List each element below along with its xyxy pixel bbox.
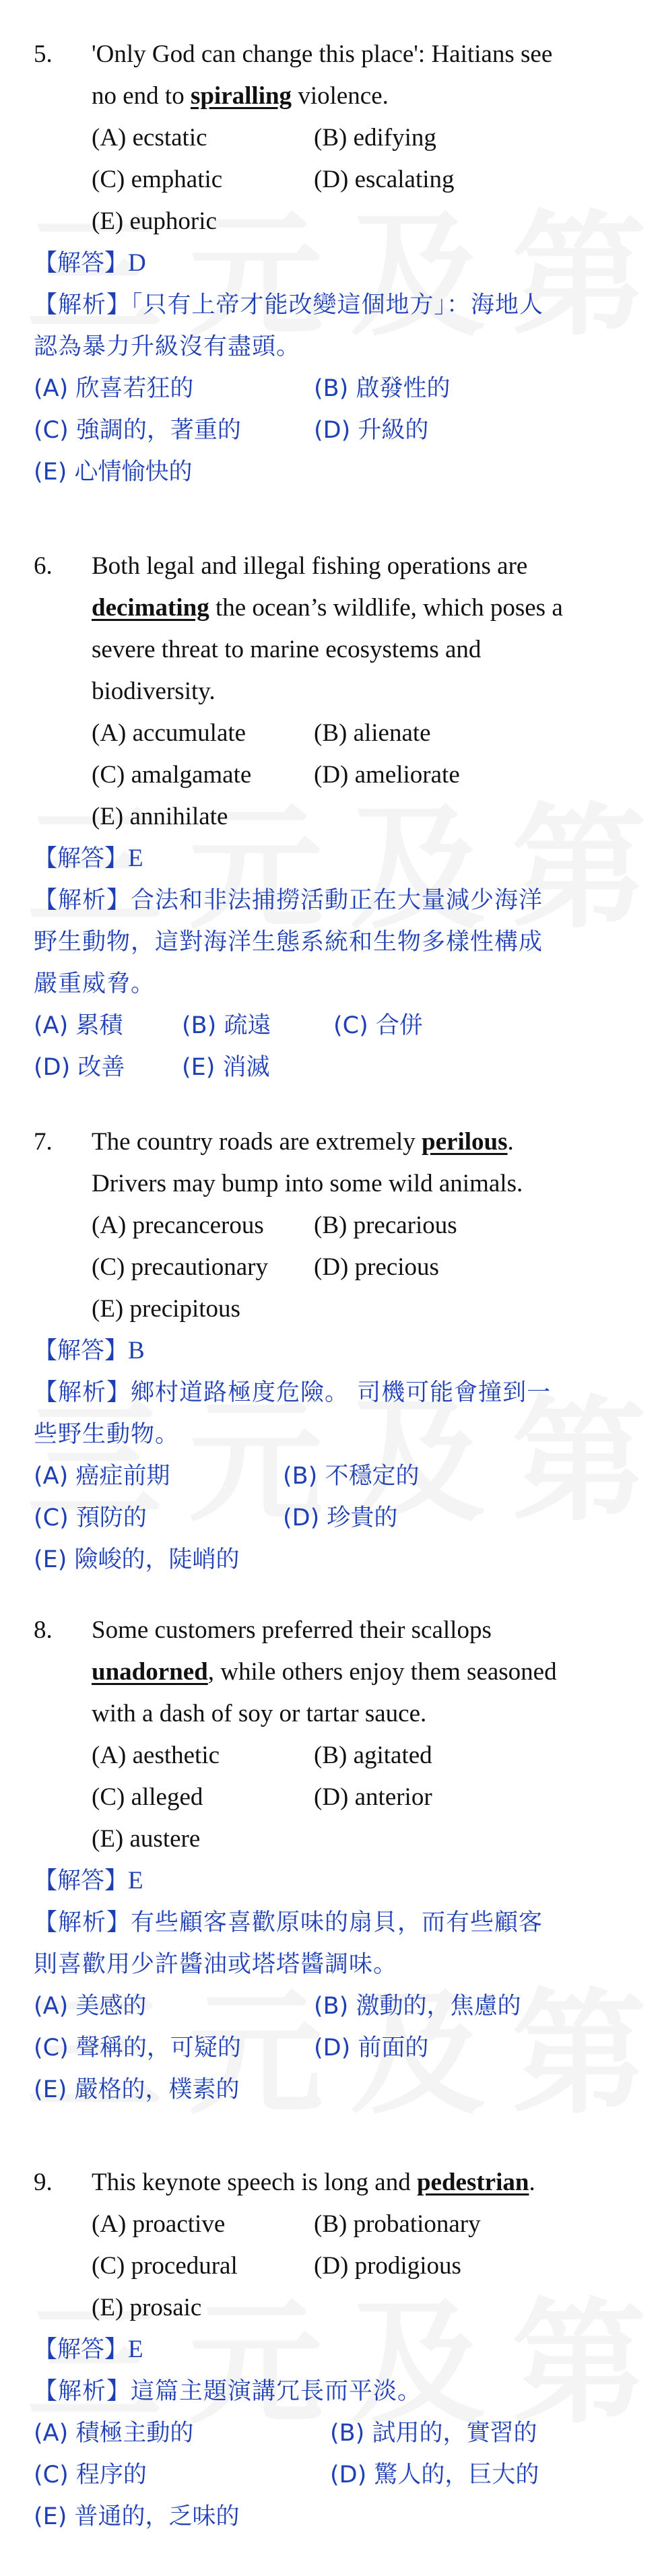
stem-text: violence. <box>292 82 389 110</box>
translation-row <box>0 1455 660 1497</box>
option-d: (D) ameliorate <box>314 761 460 789</box>
translation-row <box>0 451 660 493</box>
vocab-word: pedestrian <box>416 2169 529 2196</box>
explanation-line: 嚴重威脅。 <box>34 970 156 997</box>
options-row <box>0 117 660 159</box>
option-a: (A) accumulate <box>92 719 246 747</box>
explanation-text: 有些顧客喜歡原味的扇貝，而有些顧客 <box>131 1909 543 1936</box>
question-stem: 'Only God can change this place': Haitians see <box>92 40 553 68</box>
translation-b: (B) 不穩定的 <box>283 1463 420 1490</box>
option-a: (A) proactive <box>92 2210 226 2238</box>
translation-row <box>0 2496 660 2538</box>
question-number: 9. <box>34 2169 53 2196</box>
question-number: 7. <box>34 1128 53 1156</box>
translation-b: (B) 疏遠 <box>182 1012 271 1039</box>
vocab-word: unadorned <box>92 1658 208 1686</box>
translation-d: (D) 珍貴的 <box>283 1505 398 1531</box>
explanation-line: 認為暴力升級沒有盡頭。 <box>34 333 301 360</box>
option-e: (E) annihilate <box>92 803 228 830</box>
question-stem-line <box>0 75 660 117</box>
options-row <box>0 2287 660 2329</box>
translation-row <box>0 1047 660 1088</box>
question-stem-line <box>0 2162 660 2204</box>
option-e: (E) austere <box>92 1825 201 1853</box>
translation-row <box>0 1539 660 1581</box>
options-row <box>0 1288 660 1330</box>
explanation-line <box>34 1902 660 1944</box>
options-row <box>0 796 660 838</box>
options-row <box>0 1735 660 1777</box>
explanation-line <box>34 1372 660 1414</box>
stem-text: , while others enjoy them seasoned <box>207 1658 557 1686</box>
answer-value: D <box>128 249 146 277</box>
question-stem-line <box>0 671 660 713</box>
answer-value: B <box>128 1337 145 1364</box>
answer-line <box>34 1330 660 1372</box>
answer-line <box>34 1860 660 1902</box>
option-b: (B) probationary <box>314 2210 481 2238</box>
answer-label: 【解答】 <box>34 1337 129 1364</box>
options-row <box>0 2245 660 2287</box>
translation-row <box>0 2069 660 2111</box>
vocab-word: decimating <box>92 594 209 622</box>
question-6 <box>0 546 660 1088</box>
explanation-line <box>34 284 660 326</box>
explanation-text: 合法和非法捕撈活動正在大量減少海洋 <box>131 887 543 914</box>
explanation-text: 這篇主題演講冗長而平淡。 <box>131 2378 422 2405</box>
answer-label: 【解答】 <box>34 2336 129 2363</box>
explanation-text: 「只有上帝才能改變這個地方」：海地人 <box>131 292 544 319</box>
explanation-line: 些野生動物。 <box>34 1421 180 1448</box>
translation-d: (D) 前面的 <box>314 2035 429 2061</box>
options-row <box>0 1247 660 1288</box>
option-d: (D) prodigious <box>314 2252 461 2280</box>
stem-text: . <box>529 2169 535 2196</box>
question-stem-line <box>0 1651 660 1693</box>
explanation-text: 鄉村道路極度危險。 司機可能會撞到一 <box>131 1379 552 1406</box>
stem-text: biodiversity. <box>92 678 216 705</box>
question-stem-line <box>0 587 660 629</box>
answer-value: E <box>128 2336 143 2363</box>
answer-label: 【解答】 <box>34 845 129 872</box>
option-c: (C) amalgamate <box>92 761 252 789</box>
question-5 <box>0 34 660 493</box>
options-row <box>0 1205 660 1247</box>
answer-line <box>34 2329 660 2371</box>
vocab-word: spiralling <box>190 82 292 110</box>
stem-text: The country roads are extremely <box>92 1128 422 1156</box>
options-row <box>0 713 660 754</box>
question-9 <box>0 2162 660 2538</box>
translation-e: (E) 消滅 <box>182 1054 270 1081</box>
explanation-line: 野生動物，這對海洋生態系統和生物多樣性構成 <box>34 929 543 956</box>
translation-b: (B) 試用的，實習的 <box>330 2420 537 2447</box>
option-b: (B) agitated <box>314 1742 432 1769</box>
answer-line <box>34 838 660 880</box>
option-b: (B) edifying <box>314 124 436 152</box>
option-b: (B) precarious <box>314 1212 457 1239</box>
question-stem-line <box>0 546 660 587</box>
translation-row <box>0 2412 660 2454</box>
question-number: 8. <box>34 1616 53 1644</box>
translation-c: (C) 合併 <box>333 1012 423 1039</box>
translation-a: (A) 癌症前期 <box>34 1463 170 1490</box>
option-a: (A) ecstatic <box>92 124 207 152</box>
options-row <box>0 1777 660 1818</box>
option-b: (B) alienate <box>314 719 431 747</box>
question-stem-line <box>0 34 660 75</box>
option-a: (A) aesthetic <box>92 1742 220 1769</box>
translation-e: (E) 險峻的，陡峭的 <box>34 1546 240 1573</box>
options-row <box>0 201 660 242</box>
translation-c: (C) 預防的 <box>34 1505 147 1531</box>
explanation-label: 【解析】 <box>34 2378 131 2405</box>
answer-value: E <box>128 1867 143 1894</box>
translation-a: (A) 累積 <box>34 1012 123 1039</box>
explanation-label: 【解析】 <box>34 1909 131 1936</box>
translation-d: (D) 升級的 <box>314 417 429 444</box>
stem-text: This keynote speech is long and <box>92 2169 417 2196</box>
explanation-line <box>34 2371 660 2412</box>
option-c: (C) alleged <box>92 1783 203 1811</box>
explanation-line <box>34 880 660 921</box>
translation-b: (B) 啟發性的 <box>314 375 451 402</box>
question-stem-line <box>0 1121 660 1163</box>
option-e: (E) euphoric <box>92 207 217 235</box>
translation-a: (A) 積極主動的 <box>34 2420 194 2447</box>
question-7 <box>0 1121 660 1581</box>
question-8 <box>0 1610 660 2111</box>
translation-row <box>0 368 660 409</box>
translation-d: (D) 驚人的，巨大的 <box>330 2462 539 2488</box>
translation-c: (C) 強調的，著重的 <box>34 417 241 444</box>
question-stem-line <box>0 629 660 671</box>
translation-row <box>0 1005 660 1047</box>
translation-d: (D) 改善 <box>34 1054 125 1081</box>
options-row <box>0 159 660 201</box>
translation-row <box>0 1497 660 1539</box>
stem-text: severe threat to marine ecosystems and <box>92 636 482 663</box>
answer-label: 【解答】 <box>34 250 129 277</box>
translation-row <box>0 2027 660 2069</box>
stem-text: no end to <box>92 82 191 110</box>
translation-e: (E) 嚴格的，樸素的 <box>34 2076 240 2103</box>
question-number: 5. <box>34 40 53 68</box>
translation-e: (E) 普通的，乏味的 <box>34 2503 240 2530</box>
option-c: (C) emphatic <box>92 166 223 193</box>
explanation-label: 【解析】 <box>34 292 131 319</box>
translation-b: (B) 激動的，焦慮的 <box>314 1993 521 2020</box>
question-stem: Both legal and illegal fishing operations are <box>92 552 528 580</box>
option-e: (E) prosaic <box>92 2294 202 2321</box>
option-d: (D) escalating <box>314 166 455 193</box>
option-a: (A) precancerous <box>92 1212 264 1239</box>
stem-text: with a dash of soy or tartar sauce. <box>92 1700 427 1727</box>
translation-c: (C) 聲稱的，可疑的 <box>34 2035 241 2061</box>
stem-text: Drivers may bump into some wild animals. <box>92 1170 523 1197</box>
option-c: (C) procedural <box>92 2252 238 2280</box>
stem-text: . <box>507 1128 514 1156</box>
option-c: (C) precautionary <box>92 1253 268 1281</box>
explanation-label: 【解析】 <box>34 1379 131 1406</box>
answer-value: E <box>128 845 143 872</box>
answer-line <box>34 242 660 284</box>
question-stem-line <box>0 1163 660 1205</box>
option-d: (D) anterior <box>314 1783 432 1811</box>
translation-e: (E) 心情愉快的 <box>34 459 193 486</box>
options-row <box>0 1818 660 1860</box>
question-stem: Some customers preferred their scallops <box>92 1616 492 1644</box>
explanation-label: 【解析】 <box>34 887 131 914</box>
options-row <box>0 2204 660 2245</box>
stem-text: the ocean’s wildlife, which poses a <box>209 594 563 622</box>
translation-a: (A) 欣喜若狂的 <box>34 375 194 402</box>
question-number: 6. <box>34 552 53 580</box>
option-e: (E) precipitous <box>92 1295 240 1323</box>
options-row <box>0 754 660 796</box>
translation-row <box>0 1985 660 2027</box>
translation-c: (C) 程序的 <box>34 2462 147 2488</box>
option-d: (D) precious <box>314 1253 439 1281</box>
translation-row <box>0 409 660 451</box>
explanation-line: 則喜歡用少許醬油或塔塔醬調味。 <box>34 1951 398 1978</box>
answer-label: 【解答】 <box>34 1868 129 1894</box>
question-stem-line <box>0 1693 660 1735</box>
translation-row <box>0 2454 660 2496</box>
translation-a: (A) 美感的 <box>34 1993 147 2020</box>
question-stem-line <box>0 1610 660 1651</box>
vocab-word: perilous <box>422 1128 508 1156</box>
